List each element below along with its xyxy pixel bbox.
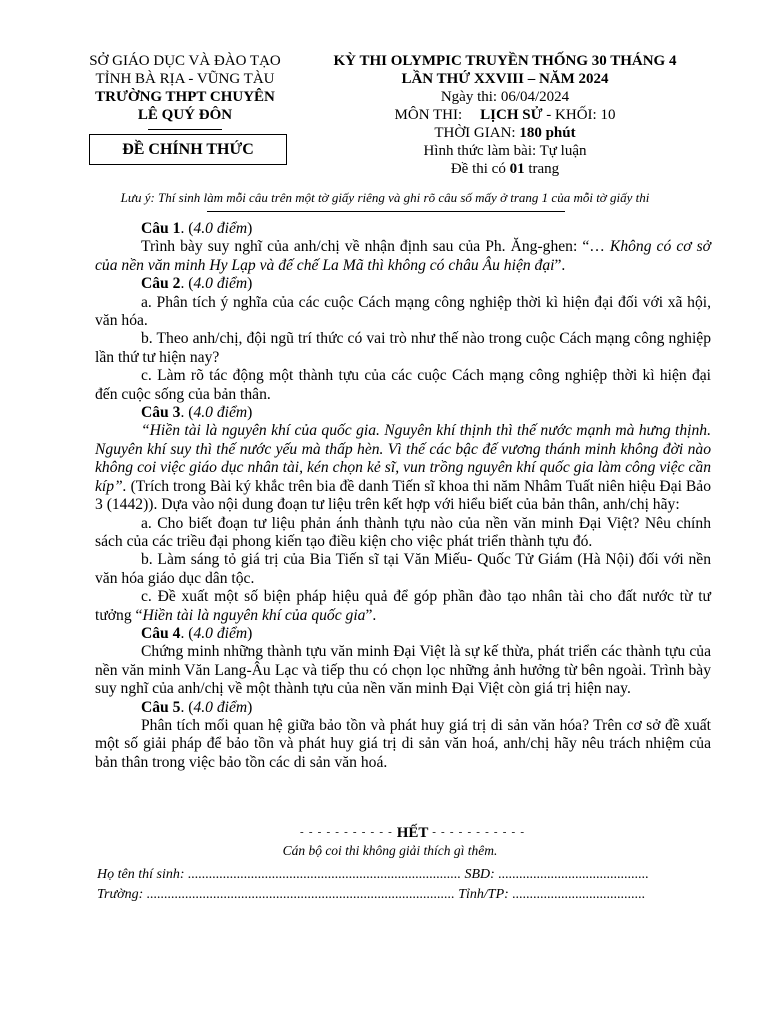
exam-format: Hình thức làm bài: Tự luận <box>423 143 587 159</box>
question-3c <box>95 588 711 625</box>
school-name-line2: LÊ QUÝ ĐÔN <box>137 107 233 123</box>
question-title: Câu 1 <box>141 220 181 237</box>
note-underline <box>207 211 565 212</box>
question-2b: b. Theo anh/chị, đội ngũ trí thức có vai trò như thế nào trong cuộc Cách mạng công nghiệp lần thứ tư hiện nay? <box>95 330 711 366</box>
question-title: Câu 3 <box>141 404 181 422</box>
question-3a: a. Cho biết đoạn tư liệu phản ánh thành tựu nào của nền văn minh Đại Việt? Nêu chính sách của các triều đại phong kiến tạo điều kiện cho việc phát triển thành tựu đó. <box>95 514 711 550</box>
question-3-heading: Câu 3. (4.0 điểm) <box>141 404 253 422</box>
question-3-source: (Trích trong Bài ký khắc trên bia đề danh Tiến sĩ khoa thi năm Nhâm Tuất niên hiệu Đại Bảo 3 (1442)). Dựa vào nội dung đoạn tư liệu trên kết hợp với hiểu biết của bản thân, anh/chị hãy: <box>95 477 711 514</box>
subject-value: LỊCH SỬ <box>480 107 543 123</box>
question-1-text <box>95 238 711 275</box>
question-3-quote: “Hiền tài là nguyên khí của quốc gia. Nguyên khí thịnh thì thế nước mạnh mà hưng thịnh. Nguyên khí suy thì thế nước yếu mà thấp hèn. Vì thế các bậc đế vương thánh minh không đời nào không coi việc giáo dục nhân tài, kén chọn kẻ sĩ, vun trồng nguyên khí quốc gia làm công việc cần kíp”. <box>95 422 711 495</box>
exam-questions <box>95 220 711 772</box>
question-1-intro: Trình bày suy nghĩ của anh/chị về nhận định sau của Ph. Ăng-ghen: “… <box>141 238 610 256</box>
question-2a: a. Phân tích ý nghĩa của các cuộc Cách mạng công nghiệp thời kì hiện đại đối với xã hội, văn hóa. <box>95 293 711 330</box>
question-3c-prefix: c. Đề xuất một số biện pháp hiệu quả để góp phần đào tạo nhân tài cho đất nước từ tư tưởng “ <box>95 588 711 624</box>
question-1-quote: Không có cơ sở của nền văn minh Hy Lạp và đế chế La Mã thì không có châu Âu hiện đại <box>95 238 711 274</box>
question-1-heading: Câu 1. (4.0 điểm) <box>141 220 253 237</box>
proctor-note: Cán bộ coi thi không giải thích gì thêm. <box>282 843 498 858</box>
question-3-passage <box>95 422 711 514</box>
question-4-text: Chứng minh những thành tựu văn minh Đại Việt là sự kế thừa, phát triển các thành tựu của nền văn minh Văn Lang-Âu Lạc và tiếp thu có chọn lọc những ảnh hưởng từ bên ngoài. Trình bày suy nghĩ của anh/chị về một thành tựu của nền văn minh Đại Việt còn giá trị hiện nay. <box>95 643 711 698</box>
candidate-name-label: Họ tên thí sinh: <box>97 867 188 882</box>
department-name: SỞ GIÁO DỤC VÀ ĐÀO TẠO <box>89 53 281 69</box>
question-score: 4.0 điểm <box>193 698 248 716</box>
page-count-prefix: Đề thi có <box>450 161 510 177</box>
question-3b: b. Làm sáng tỏ giá trị của Bia Tiến sĩ tại Văn Miếu- Quốc Tử Giám (Hà Nội) đối với nền văn hóa giáo dục dân tộc. <box>95 551 711 587</box>
time-value: 180 phút <box>519 125 576 141</box>
question-score: 4.0 điểm <box>193 404 248 422</box>
exam-date: Ngày thi: 06/04/2024 <box>440 89 570 105</box>
question-2-heading: Câu 2. (4.0 điểm) <box>141 275 253 293</box>
end-dashes-right: - - - - - - - - - - - <box>432 826 526 838</box>
page-count-number: 01 <box>509 161 525 177</box>
sbd-blank: ........................................... <box>498 867 649 882</box>
question-title: Câu 4 <box>141 624 181 642</box>
school-blank: ........................................................................................ <box>146 887 455 902</box>
question-2c: c. Làm rõ tác động một thành tựu của các cuộc Cách mạng công nghiệp thời kì hiện đại đến cuộc sống của bản thân. <box>95 367 711 403</box>
question-title: Câu 5 <box>141 698 181 716</box>
question-score: 4.0 điểm <box>193 220 248 237</box>
question-5-text: Phân tích mối quan hệ giữa bảo tồn và phát huy giá trị di sản văn hóa? Trên cơ sở đề xuất một số giải pháp để bảo tồn và phát huy giá trị di sản văn hoá, anh/chị hãy nêu trách nhiệm của bản thân trong việc bảo tồn các di sản văn hoá. <box>95 716 711 771</box>
candidate-name-line <box>97 866 707 883</box>
issuer-block <box>72 52 298 130</box>
city-label: Tỉnh/TP: <box>454 887 513 902</box>
question-5-heading: Câu 5. (4.0 điểm) <box>141 698 253 716</box>
question-3c-suffix: ”. <box>365 606 377 624</box>
end-label: HẾT <box>396 825 429 841</box>
school-label: Trường: <box>97 887 147 902</box>
candidate-school-line <box>97 886 707 903</box>
subject-label: MÔN THI: <box>394 107 463 123</box>
end-dashes-left: - - - - - - - - - - - <box>300 826 393 838</box>
question-score: 4.0 điểm <box>193 624 248 642</box>
time-label: THỜI GIAN: <box>434 125 520 141</box>
header-underline <box>148 129 222 130</box>
question-title: Câu 2 <box>141 275 181 293</box>
exam-info-block <box>300 52 710 178</box>
exam-title: KỲ THI OLYMPIC TRUYỀN THỐNG 30 THÁNG 4 <box>333 53 677 69</box>
question-score: 4.0 điểm <box>193 275 248 293</box>
exam-page-count <box>300 160 710 178</box>
question-3c-quote: Hiền tài là nguyên khí của quốc gia <box>142 606 366 624</box>
page-count-suffix: trang <box>524 161 560 177</box>
exam-duration <box>300 124 710 142</box>
exam-subject <box>300 106 710 124</box>
question-4-heading: Câu 4. (4.0 điểm) <box>141 624 253 642</box>
official-exam-stamp: ĐỀ CHÍNH THỨC <box>89 134 287 165</box>
school-name-line1: TRƯỜNG THPT CHUYÊN <box>95 89 275 105</box>
end-marker <box>300 823 526 842</box>
province-name: TỈNH BÀ RỊA - VŨNG TÀU <box>95 71 275 87</box>
sbd-label: SBD: <box>461 867 499 882</box>
candidate-note: Lưu ý: Thí sinh làm mỗi câu trên một tờ giấy riêng và ghi rõ câu số mấy ở trang 1 của mỗi tờ giấy thi <box>120 190 650 205</box>
exam-edition: LẦN THỨ XXVIII – NĂM 2024 <box>401 71 609 87</box>
grade-label: - KHỐI: 10 <box>542 107 616 123</box>
question-1-end: ”. <box>554 256 566 274</box>
candidate-name-blank: .............................................................................. <box>188 867 461 882</box>
city-blank: ...................................... <box>512 887 646 902</box>
